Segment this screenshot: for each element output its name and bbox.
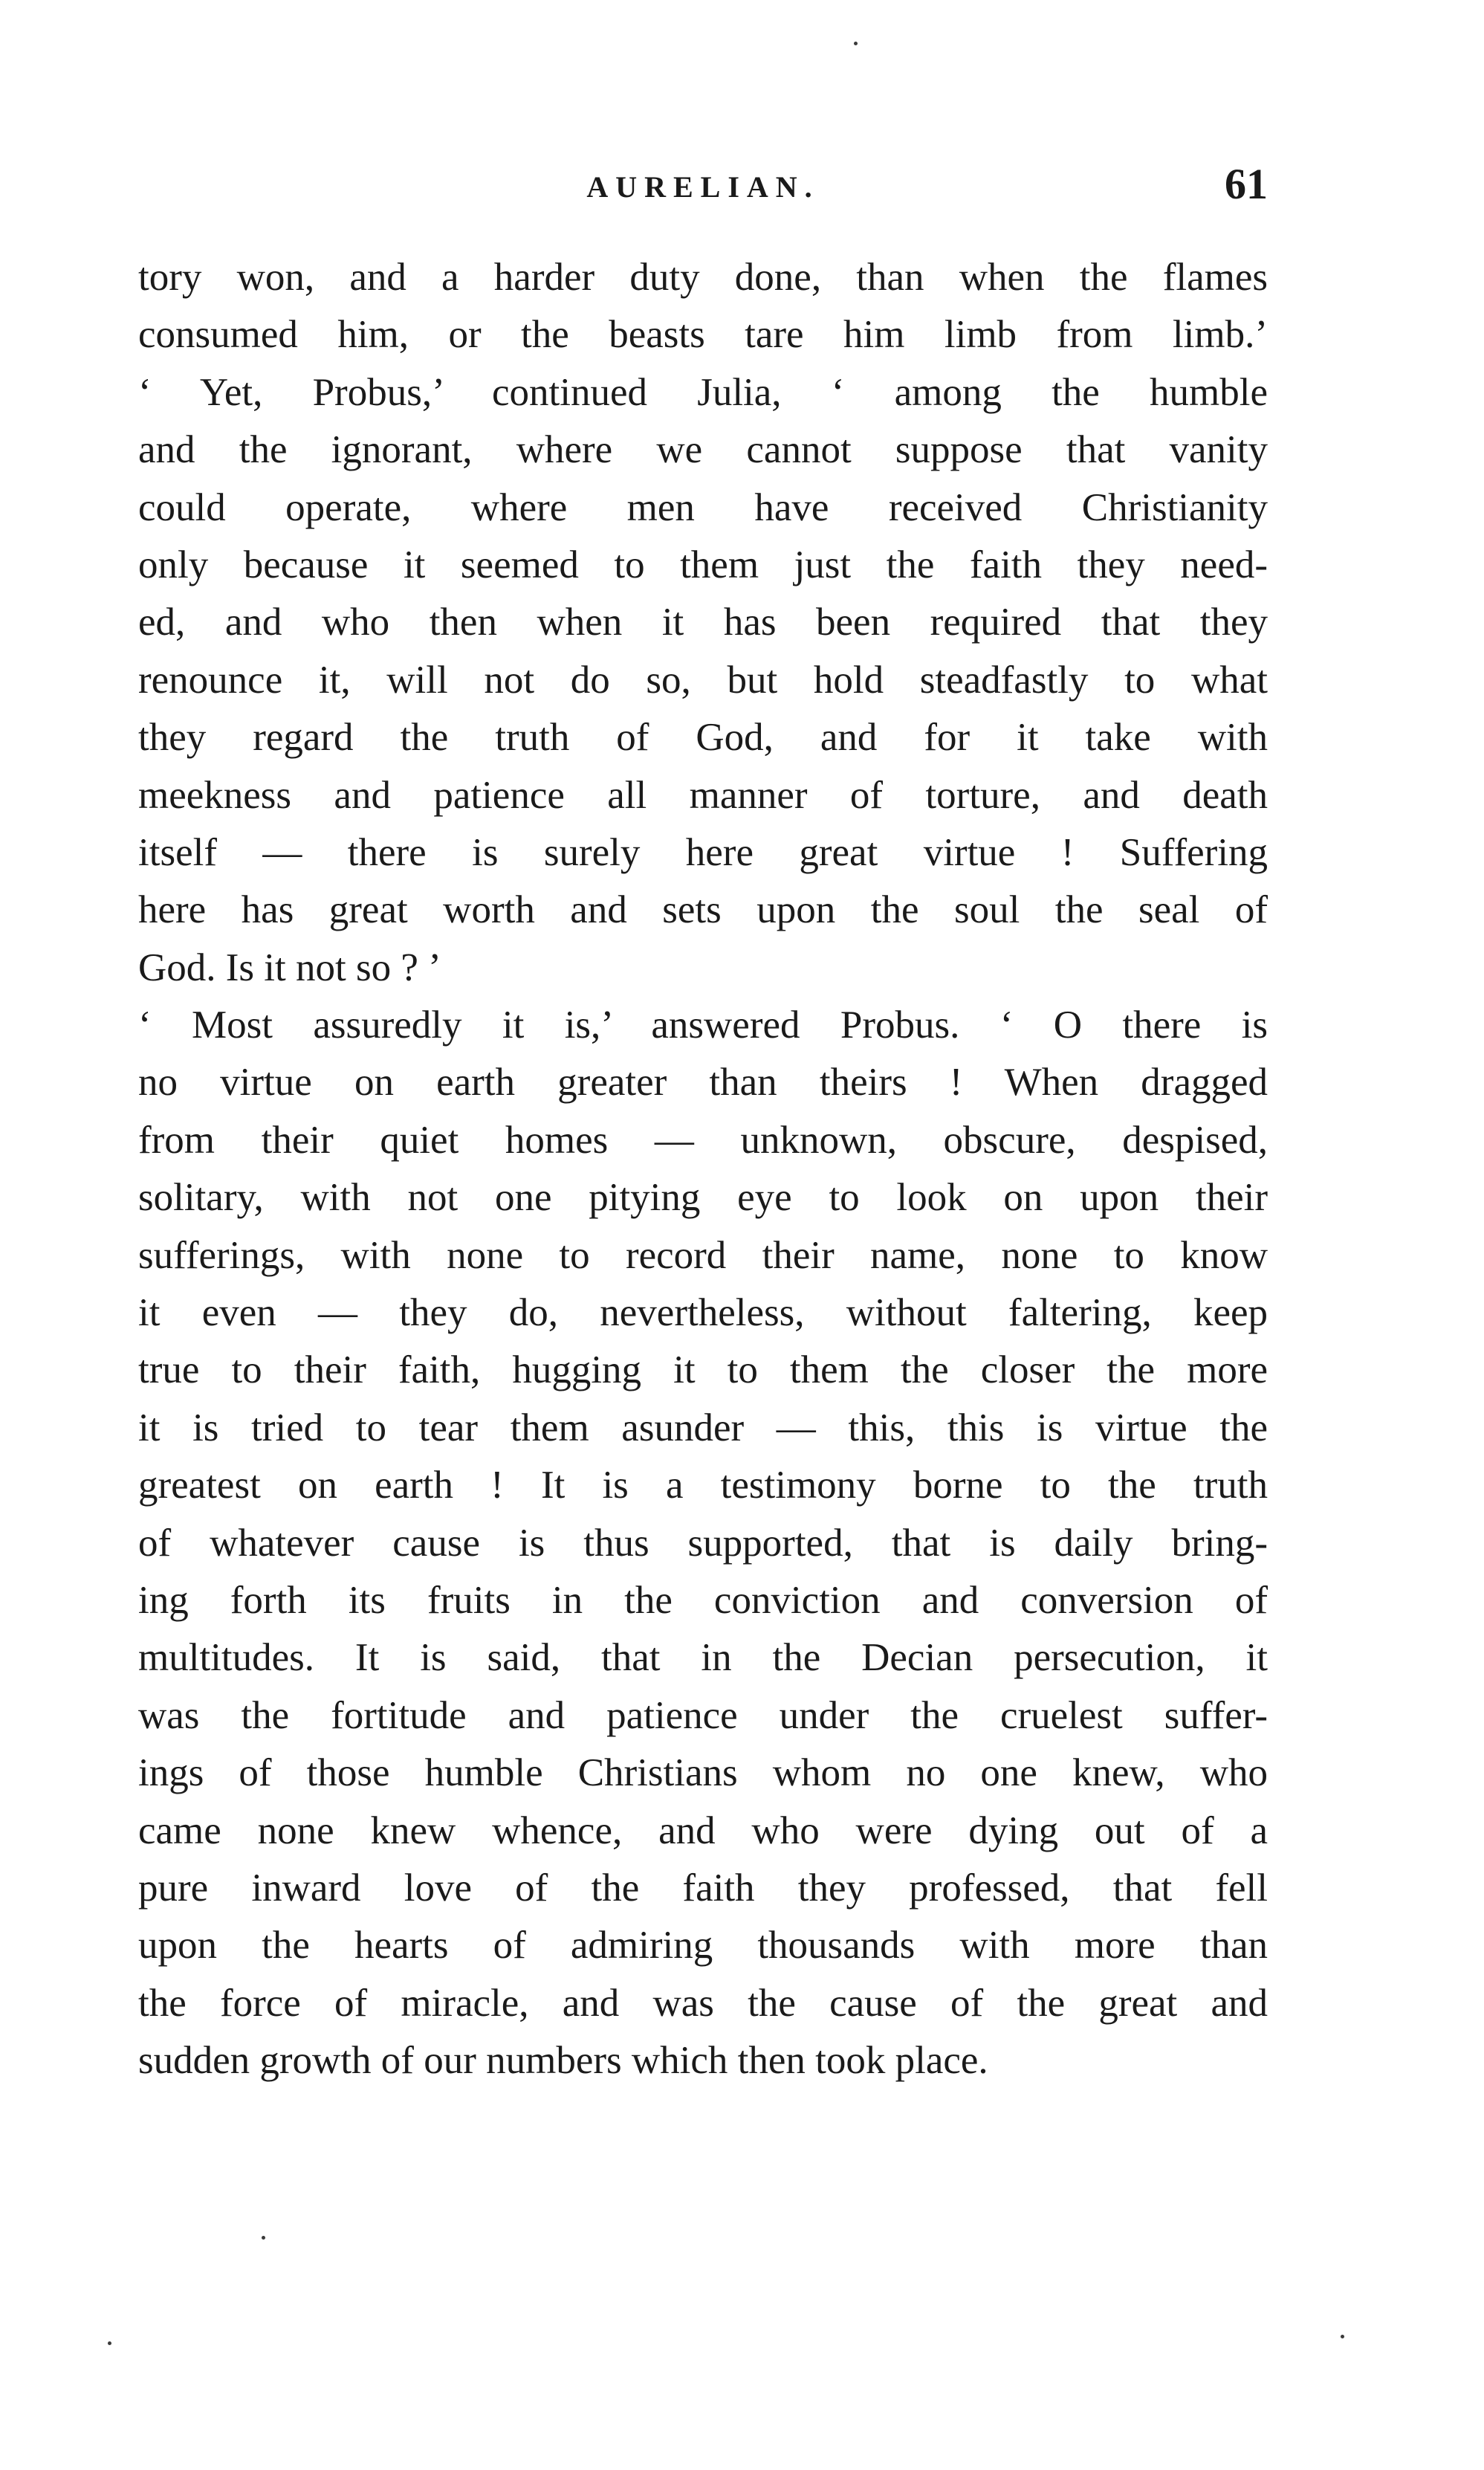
ink-speck <box>854 42 858 45</box>
text-line: could operate, where men have received Christianity <box>138 485 1268 529</box>
text-line: was the fortitude and patience under the cruelest suffer- <box>138 1693 1268 1737</box>
text-line: multitudes. It is said, that in the Decian persecution, it <box>138 1636 1268 1680</box>
ink-speck <box>108 2341 111 2345</box>
text-line: the force of miracle, and was the cause of the great and <box>138 1981 1268 2025</box>
text-line: of whatever cause is thus supported, that is daily bring- <box>138 1521 1268 1565</box>
ink-speck <box>262 2236 265 2240</box>
text-line: meekness and patience all manner of torture, and death <box>138 773 1268 817</box>
text-line: God. Is it not so ? ’ <box>138 945 441 989</box>
text-line: itself — there is surely here great virtue ! Suffering <box>138 830 1268 874</box>
text-line: true to their faith, hugging it to them the closer the more <box>138 1348 1268 1392</box>
text-line: and the ignorant, where we cannot suppose that vanity <box>138 428 1268 472</box>
ink-speck <box>1341 2335 1344 2338</box>
running-head: AURELIAN. <box>586 170 820 204</box>
text-line: ings of those humble Christians whom no one knew, who <box>138 1751 1268 1795</box>
text-line: solitary, with not one pitying eye to look on upon their <box>138 1176 1268 1220</box>
text-line: greatest on earth ! It is a testimony borne to the truth <box>138 1464 1268 1507</box>
text-line: consumed him, or the beasts tare him limb from limb.’ <box>138 313 1268 357</box>
text-line: here has great worth and sets upon the soul the seal of <box>138 888 1268 932</box>
text-line: they regard the truth of God, and for it take with <box>138 716 1268 760</box>
text-line: pure inward love of the faith they professed, that fell <box>138 1866 1268 1910</box>
body-text <box>138 249 1268 2090</box>
text-line: sufferings, with none to record their name, none to know <box>138 1233 1268 1277</box>
text-line: renounce it, will not do so, but hold steadfastly to what <box>138 658 1268 702</box>
text-line: ‘ Most assuredly it is,’ answered Probus. ‘ O there is <box>138 1003 1268 1047</box>
text-line: from their quiet homes — unknown, obscure, despised, <box>138 1118 1268 1162</box>
text-line: tory won, and a harder duty done, than when the flames <box>138 256 1268 299</box>
text-line: ing forth its fruits in the conviction and conversion of <box>138 1578 1268 1622</box>
text-line: ‘ Yet, Probus,’ continued Julia, ‘ among the humble <box>138 370 1268 414</box>
page-header <box>138 159 1268 211</box>
text-line: no virtue on earth greater than theirs ! When dragged <box>138 1061 1268 1105</box>
text-line: came none knew whence, and who were dying out of a <box>138 1808 1268 1852</box>
text-line: only because it seemed to them just the faith they need- <box>138 543 1268 586</box>
page-number: 61 <box>1225 160 1268 208</box>
text-line: ed, and who then when it has been required that they <box>138 601 1268 644</box>
text-line: sudden growth of our numbers which then took place. <box>138 2039 988 2083</box>
text-line: it even — they do, nevertheless, without faltering, keep <box>138 1291 1268 1335</box>
text-line: it is tried to tear them asunder — this, this is virtue the <box>138 1406 1268 1449</box>
text-line: upon the hearts of admiring thousands with more than <box>138 1924 1268 1968</box>
